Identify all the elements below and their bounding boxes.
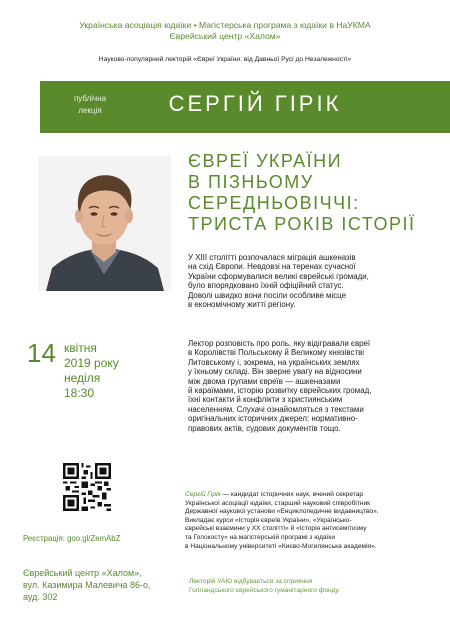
event-year: 2019 року (64, 356, 119, 370)
title-line: ТРИСТА РОКІВ ІСТОРІЇ (188, 214, 416, 234)
organizers (0, 20, 450, 42)
lecture-title (188, 151, 438, 235)
organizers-line-2: Єврейський центр «Халом» (169, 31, 281, 41)
lectorium-title: Науково-популярний лекторій «Євреї України: від Давньої Русі до Незалежності» (98, 56, 352, 63)
venue-address (23, 567, 151, 603)
title-line: СЕРЕДНЬОВІЧЧІ: (188, 193, 360, 213)
venue-line: вул. Казимира Малевича 86-о, (23, 580, 151, 590)
venue-line: ауд. 302 (23, 592, 58, 602)
paragraph-line: було впорядковано їхній офіційний статус. (188, 281, 344, 291)
intro-paragraph (188, 253, 369, 309)
qr-code-icon (63, 463, 111, 511)
paragraph-line: оригінальних історичних джерел: нормативно- (188, 414, 358, 424)
event-day: 14 (27, 338, 56, 368)
lecture-type-label (60, 93, 120, 117)
bio-first-line (185, 491, 445, 500)
paragraph-line: Литовському і, зокрема, на українських землях (188, 357, 360, 367)
event-time: 18:30 (64, 386, 95, 400)
lecture-type-line-2: лекція (78, 106, 102, 115)
paragraph-line: У XIII столітті розпочалася міграція ашкеназів (188, 253, 356, 262)
paragraph-line: між двома групами євреїв — ашкеназами (188, 376, 341, 386)
paragraph-line: й караїмами, історію розвитку єврейських громад, (188, 386, 372, 396)
paragraph-line: в економічному житті регіону. (188, 300, 296, 310)
sponsor-line: Голландського єврейського гуманітарного фонду. (189, 586, 340, 594)
bio-first-line-text: — кандидат історичних наук, вчений секретар (220, 491, 364, 498)
bio-line: Викладає курси «Історія євреїв України», «Українсько- (185, 516, 352, 524)
paragraph-line: в Королівстві Польському й Великому князівстві (188, 348, 365, 358)
description-paragraph (188, 339, 371, 433)
sponsor-line: Лекторій УАЮ відбувається за сприяння (189, 578, 313, 585)
paragraph-line: Лектор розповість про роль, яку відігравали євреї (188, 339, 371, 348)
paragraph-line: України сформувалися великі єврейські громади, (188, 271, 369, 281)
event-month: квітня (64, 341, 97, 355)
paragraph-line: населенням. Слухачі ознайомляться з текстами (188, 404, 364, 414)
event-date-details (64, 341, 119, 401)
portrait-image (38, 156, 171, 291)
paragraph-line: у їхньому складі. Він зверне увагу на відносини (188, 367, 362, 377)
qr-code[interactable] (63, 463, 111, 511)
paragraph-line: правових актів, судових документів тощо. (188, 423, 341, 433)
bio-speaker-name: Сергій Гірік (185, 491, 221, 498)
event-weekday: неділя (64, 371, 101, 385)
lecture-type-line-1: публічна (73, 94, 107, 103)
speaker-bio (185, 491, 445, 551)
bio-line: та Голокосту» на магістерській програмі з юдаїки (185, 533, 336, 541)
title-line: ЄВРЕЇ УКРАЇНИ (188, 151, 343, 171)
title-line: В ПІЗНЬОМУ (188, 172, 314, 192)
venue-line: Єврейський центр «Халом», (23, 568, 142, 578)
speaker-name: СЕРГІЙ ГІРІК (168, 91, 342, 116)
sponsor-note (189, 578, 340, 595)
organizers-line-1: Українська асоціація юдаїки • Магістерська програма з юдаїки в НаУКМА (79, 20, 371, 30)
bio-line: єврейські взаємини у ХХ столітті» й «Історія антисемітизму (185, 525, 367, 533)
bio-line: Української асоціації юдаїки, старший науковий співробітник (185, 499, 371, 507)
speaker-photo (38, 156, 171, 291)
bio-line: Державної наукової установи «Енциклопедичне видавництво». (185, 508, 379, 516)
paragraph-line: на схід Європи. Невдовзі на теренах сучасної (188, 262, 356, 272)
paragraph-line: Доволі швидко вони посіли особливе місце (188, 290, 346, 300)
bio-line: в Національному університеті «Києво-Могилянська академія». (185, 542, 377, 550)
paragraph-line: їхні контакти й конфлікти з християнським (188, 395, 343, 405)
registration-link[interactable]: Реєстрація: goo.gl/ZemAbZ (23, 534, 121, 543)
